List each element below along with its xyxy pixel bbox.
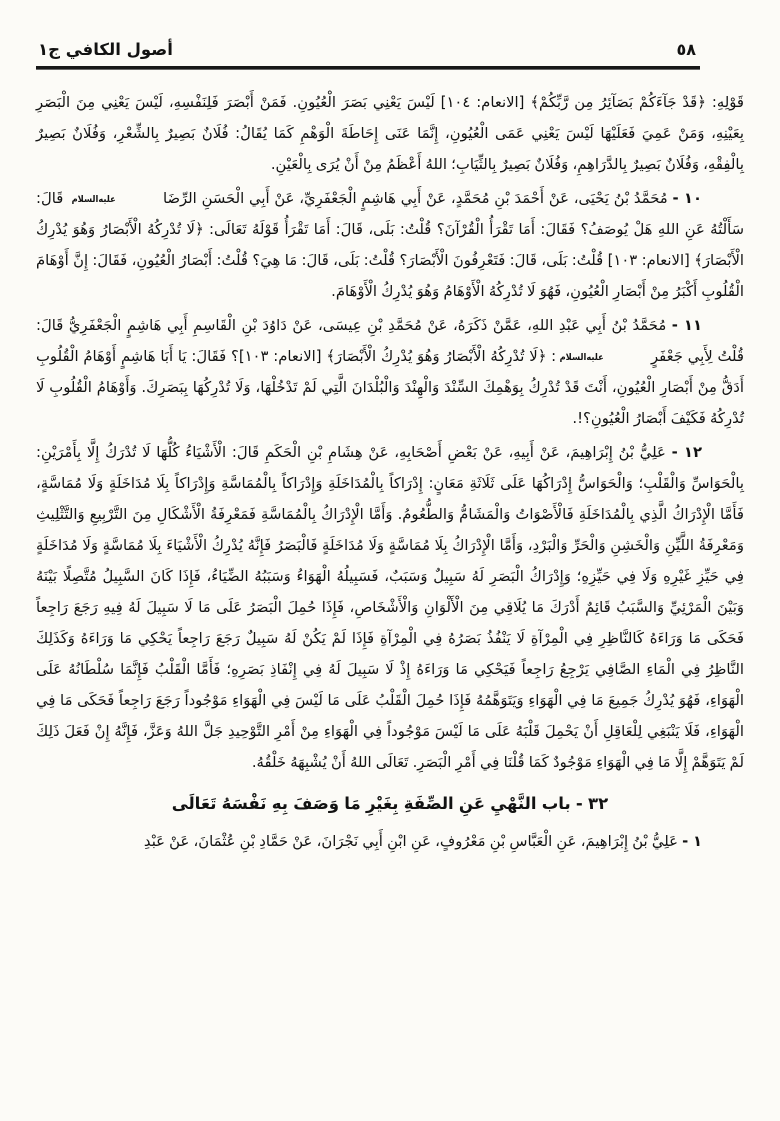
page-header: [36, 40, 744, 59]
page-number: ٥٨: [676, 40, 696, 59]
hadith-text-pre: مُحَمَّدُ بْنُ أَبِي عَبْدِ اللهِ، عَمَّنْ ذَكَرَهُ، عَنْ مُحَمَّدِ بْنِ عِيسَى، عَنْ دَاوُدَ بْنِ الْقَاسِمِ أَبِي هَاشِمٍ الْجَعْفَرِيُّ قَالَ: قُلْتُ لِأَبِي جَعْفَرٍ: [36, 317, 744, 365]
alayhis-salam-symbol: عليه‌السلام: [71, 195, 116, 205]
chapter-heading-text: ٣٢ - باب النَّهْيِ عَنِ الصِّفَةِ بِغَيْرِ مَا وَصَفَ بِهِ نَفْسَهُ تَعَالَى: [171, 794, 609, 813]
hadith-1: [36, 826, 744, 857]
paragraph-continuation: [36, 87, 744, 180]
paragraph-text: قَوْلِهِ: ﴿قَدْ جَآءَكُمْ بَصَآئِرُ مِن رَّبِّكُمْ﴾ [الانعام: ١٠٤] لَيْسَ يَعْنِي بَصَرَ الْعُيُونِ. فَمَنْ أَبْصَرَ فَلِنَفْسِهِ، لَيْسَ يَعْنِي مِنَ الْبَصَرِ بِعَيْنِهِ، وَمَنْ عَمِيَ فَعَلَيْهَا لَيْسَ يَعْنِي عَمَى الْعُيُونِ، إِنَّمَا عَنَى إِحَاطَةَ الْوَهْمِ كَمَا يُقَالُ: فُلَانٌ بَصِيرٌ بِالشِّعْرِ، وَفُلَانٌ بَصِيرٌ بِالْفِقْهِ، وَفُلَانٌ بَصِيرٌ بِالدَّرَاهِمِ، وَفُلَانٌ بَصِيرٌ بِالثِّيَابِ؛ اللهُ أَعْظَمُ مِنْ أَنْ يُرَى بِالْعَيْنِ.: [36, 94, 744, 173]
hadith-12: [36, 437, 744, 778]
hadith-number: ١٠ -: [672, 190, 702, 207]
hadith-number: ١١ -: [671, 317, 702, 334]
hadith-text-post: قَالَ: سَأَلْتُهُ عَنِ اللهِ هَلْ يُوصَفُ؟ فَقَالَ: أَمَا تَقْرَأُ الْقُرْآنَ؟ قُلْتُ: بَلَى، قَالَ: أَمَا تَقْرَأُ قَوْلَهُ تَعَالَى: ﴿لَا تُدْرِكُهُ الْأَبْصَارُ وَهُوَ يُدْرِكُ الْأَبْصَارَ﴾ [الانعام: ١٠٣] قُلْتُ: بَلَى، قَالَ: فَتَعْرِفُونَ الْأَبْصَارَ؟ قُلْتُ: بَلَى، قَالَ: مَا هِيَ؟ قُلْتُ: أَبْصَارُ الْعُيُونِ، فَقَالَ: إِنَّ أَوْهَامَ الْقُلُوبِ أَكْبَرُ مِنْ أَبْصَارِ الْعُيُونِ، فَهُوَ لَا تُدْرِكُهُ الْأَوْهَامُ وَهُوَ يُدْرِكُ الْأَوْهَامَ.: [36, 190, 745, 300]
hadith-text-pre: مُحَمَّدُ بْنُ يَحْيَى، عَنْ أَحْمَدَ بْنِ مُحَمَّدٍ، عَنْ أَبِي هَاشِمٍ الْجَعْفَرِيِّ، عَنْ أَبِي الْحَسَنِ الرِّضَا: [162, 190, 668, 207]
page-body: [36, 87, 744, 857]
alayhis-salam-symbol: عليه‌السلام: [559, 353, 604, 363]
hadith-10: [36, 183, 744, 307]
header-rule: [36, 66, 700, 70]
hadith-number: ١٢ -: [671, 444, 702, 461]
book-title: أصول الكافي ج١: [38, 40, 173, 59]
hadith-number: ١ -: [682, 833, 702, 850]
chapter-heading: [36, 788, 744, 819]
hadith-11: [36, 310, 744, 434]
hadith-text: عَلِيُّ بْنُ إِبْرَاهِيمَ، عَنْ أَبِيهِ، عَنْ بَعْضِ أَصْحَابِهِ، عَنْ هِشَامِ بْنِ الْحَكَمِ قَالَ: الْأَشْيَاءُ كُلُّهَا لَا تُدْرَكُ إِلَّا بِأَمْرَيْنِ: بِالْحَوَاسِّ وَالْقَلْبِ؛ وَالْحَوَاسُّ إِدْرَاكُهَا عَلَى ثَلَاثَةِ مَعَانٍ: إِدْرَاكاً بِالْمُدَاخَلَةِ وَإِدْرَاكاً بِالْمُمَاسَّةِ وَإِدْرَاكاً بِلَا مُدَاخَلَةٍ وَلَا مُمَاسَّةٍ، فَأَمَّا الْإِدْرَاكُ الَّذِي بِالْمُدَاخَلَةِ فَالْأَصْوَاتُ وَالْمَشَامُّ وَالطُّعُومُ. وَأَمَّا الْإِدْرَاكُ بِالْمُمَاسَّةِ فَمَعْرِفَةُ الْأَشْكَالِ مِنَ التَّرْبِيعِ وَالتَّثْلِيثِ وَمَعْرِفَةُ اللَّيِّنِ وَالْخَشِنِ وَالْحَرِّ وَالْبَرْدِ، وَأَمَّا الْإِدْرَاكُ بِلَا مُمَاسَّةٍ وَلَا مُدَاخَلَةٍ فَالْبَصَرُ فَإِنَّهُ يُدْرِكُ الْأَشْيَاءَ بِلَا مُمَاسَّةٍ وَلَا مُدَاخَلَةٍ فِي حَيِّزِ غَيْرِهِ وَلَا فِي حَيِّزِهِ؛ وَإِدْرَاكُ الْبَصَرِ لَهُ سَبِيلٌ وَسَبَبٌ، فَسَبِيلُهُ الْهَوَاءُ وَسَبَبُهُ الضِّيَاءُ، فَإِذَا كَانَ السَّبِيلُ مُتَّصِلًا بَيْنَهُ وَبَيْنَ الْمَرْئِيِّ وَالسَّبَبُ قَائِمٌ أَدْرَكَ مَا يُلَاقِي مِنَ الْأَلْوَانِ وَالْأَشْخَاصِ، فَإِذَا حُمِلَ الْبَصَرُ عَلَى مَا لَا سَبِيلَ لَهُ فِيهِ رَجَعَ رَاجِعاً فَحَكَى مَا وَرَاءَهُ كَالنَّاظِرِ فِي الْمِرْآةِ لَا يَنْفُذُ بَصَرُهُ فِي الْمِرْآةِ فَإِذَا لَمْ يَكُنْ لَهُ سَبِيلٌ رَجَعَ رَاجِعاً يَحْكِي مَا وَرَاءَهُ وَكَذَلِكَ النَّاظِرُ فِي الْمَاءِ الصَّافِي يَرْجِعُ رَاجِعاً فَيَحْكِي مَا وَرَاءَهُ إِذْ لَا سَبِيلَ لَهُ فِي إِنْفَاذِ بَصَرِهِ؛ فَأَمَّا الْقَلْبُ فَإِنَّمَا سُلْطَانُهُ عَلَى الْهَوَاءِ، فَهُوَ يُدْرِكُ جَمِيعَ مَا فِي الْهَوَاءِ وَيَتَوَهَّمُهُ فَإِذَا حُمِلَ الْقَلْبُ عَلَى مَا لَيْسَ فِي الْهَوَاءِ مَوْجُوداً رَجَعَ رَاجِعاً فَحَكَى مَا فِي الْهَوَاءِ، فَلَا يَنْبَغِي لِلْعَاقِلِ أَنْ يَحْمِلَ قَلْبَهُ عَلَى مَا لَيْسَ مَوْجُوداً فِي الْهَوَاءِ مِنْ أَمْرِ التَّوْحِيدِ جَلَّ اللهُ وَعَزَّ، فَإِنَّهُ إِنْ فَعَلَ ذَلِكَ لَمْ يَتَوَهَّمْ إِلَّا مَا فِي الْهَوَاءِ مَوْجُودٌ كَمَا قُلْنَا فِي أَمْرِ الْبَصَرِ. تَعَالَى اللهُ أَنْ يُشْبِهَهُ خَلْقُهُ.: [36, 444, 744, 771]
hadith-text: عَلِيُّ بْنُ إِبْرَاهِيمَ، عَنِ الْعَبَّاسِ بْنِ مَعْرُوفٍ، عَنِ ابْنِ أَبِي نَجْرَانَ، عَنْ حَمَّادِ بْنِ عُثْمَانَ، عَنْ عَبْدِ: [143, 833, 678, 850]
hadith-text-post: : ﴿لَا تُدْرِكُهُ الْأَبْصَارُ وَهُوَ يُدْرِكُ الْأَبْصَارَ﴾ [الانعام: ١٠٣]؟ فَقَالَ: يَا أَبَا هَاشِمٍ أَوْهَامُ الْقُلُوبِ أَدَقُّ مِنْ أَبْصَارِ الْعُيُونِ، أَنْتَ قَدْ تُدْرِكُ بِوَهْمِكَ السِّنْدَ وَالْهِنْدَ وَالْبُلْدَانَ الَّتِي لَمْ تَدْخُلْهَا، وَلَا تُدْرِكُهَا بِبَصَرِكَ. وَأَوْهَامُ الْقُلُوبِ لَا تُدْرِكُهُ فَكَيْفَ أَبْصَارُ الْعُيُونِ؟!.: [36, 348, 744, 427]
